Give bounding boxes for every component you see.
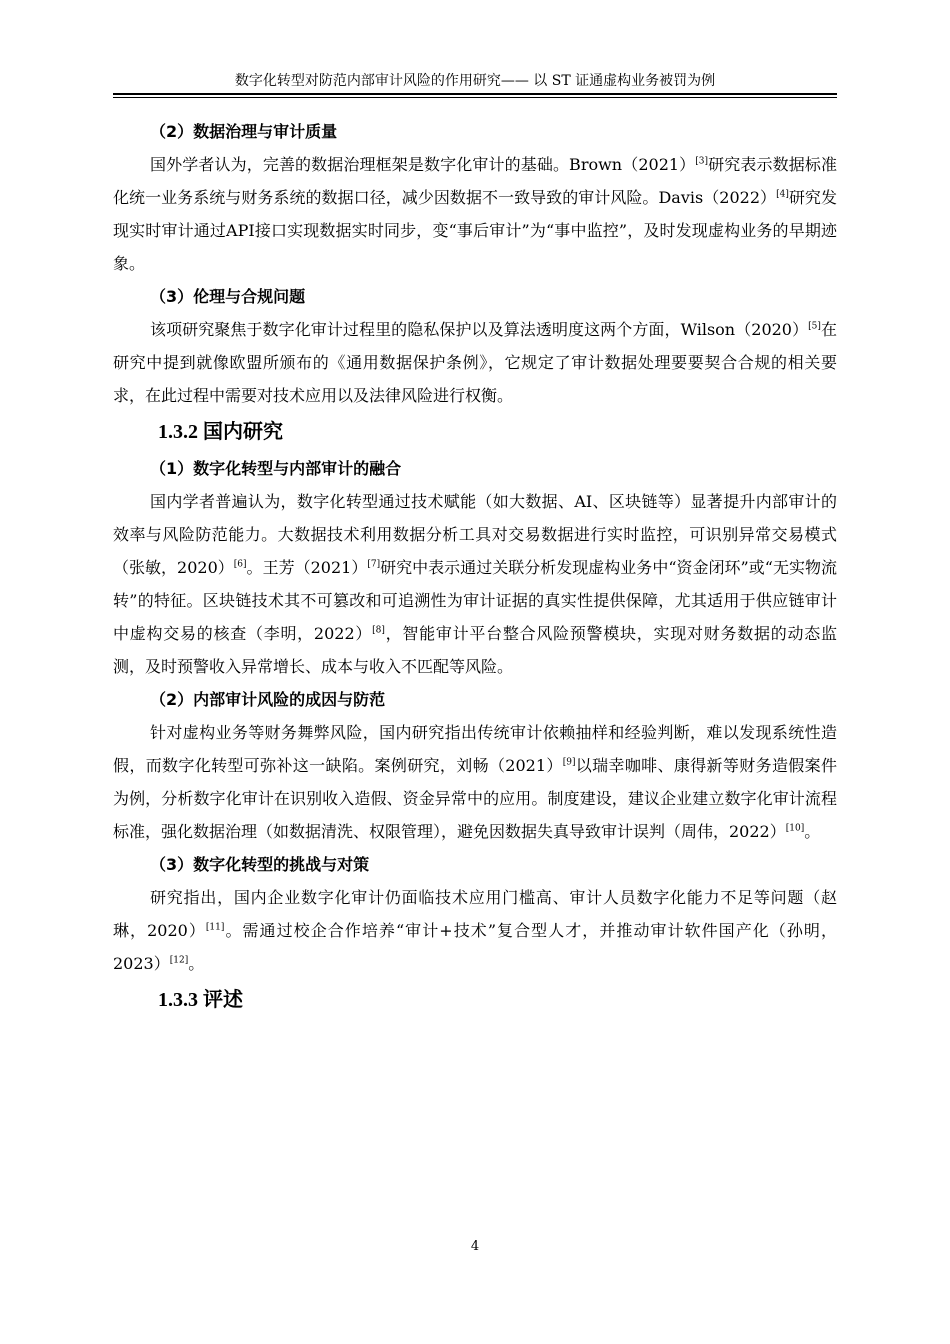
- subheading-digital-integration: （1）数字化转型与内部审计的融合: [150, 459, 402, 478]
- paragraph-digital-integration: 国内学者普遍认为，数字化转型通过技术赋能（如大数据、AI、区块链等）显著提升内部审计的效率与风险防范能力。大数据技术利用数据分析工具对交易数据进行实时监控，可识别异常交易模式（张敏，2020）[6]。王芳（2021）[7]研究中表示通过关联分析发现虚构业务中“资金闭环”或“无实物流转”的特征。区块链技术其不可篡改和可追溯性为审计证据的真实性提供保障，尤其适用于供应链审计中虚构交易的核查（李明，2022）[8]，智能审计平台整合风险预警模块，实现对财务数据的动态监测，及时预警收入异常增长、成本与收入不匹配等风险。: [113, 492, 837, 676]
- citation-marker: [6]: [233, 559, 247, 570]
- citation-marker: [12]: [169, 955, 189, 966]
- paragraph-data-governance: 国外学者认为，完善的数据治理框架是数字化审计的基础。Brown（2021）[3]研究表示数据标准化统一业务系统与财务系统的数据口径，减少因数据不一致导致的审计风险。Davis（2022）[4]研究发现实时审计通过API接口实现数据实时同步，变“事后审计”为“事中监控”，及时发现虚构业务的早期迹象。: [113, 155, 837, 273]
- subheading-challenges: （3）数字化转型的挑战与对策: [150, 855, 370, 874]
- citation-marker: [7]: [367, 559, 381, 570]
- running-header: 数字化转型对防范内部审计风险的作用研究—— 以 ST 证通虚构业务被罚为例: [234, 73, 716, 89]
- paragraph-ethics-compliance: 该项研究聚焦于数字化审计过程里的隐私保护以及算法透明度这两个方面，Wilson（2020）[5]在研究中提到就像欧盟所颁布的《通用数据保护条例》，它规定了审计数据处理要要契合合规的相关要求，在此过程中需要对技术应用以及法律风险进行权衡。: [113, 320, 837, 405]
- paragraph-challenges: 研究指出，国内企业数字化审计仍面临技术应用门槛高、审计人员数字化能力不足等问题（赵琳，2020）[11]。需通过校企合作培养“审计+技术”复合型人才，并推动审计软件国产化（孙明，2023）[12]。: [113, 888, 837, 973]
- citation-marker: [9]: [562, 757, 576, 768]
- subheading-ethics-compliance: （3）伦理与合规问题: [150, 287, 306, 306]
- citation-marker: [8]: [372, 625, 385, 636]
- citation-marker: [3]: [695, 156, 709, 167]
- section-heading-review: 1.3.3 评述: [158, 989, 243, 1011]
- paragraph-audit-risk-causes: 针对虚构业务等财务舞弊风险，国内研究指出传统审计依赖抽样和经验判断，难以发现系统性造假，而数字化转型可弥补这一缺陷。案例研究，刘畅（2021）[9]以瑞幸咖啡、康得新等财务造假案件为例，分析数字化审计在识别收入造假、资金异常中的应用。制度建设，建议企业建立数字化审计流程标准，强化数据治理（如数据清洗、权限管理），避免因数据失真导致审计误判（周伟，2022）[10]。: [113, 723, 837, 841]
- header-rule: [113, 93, 837, 98]
- citation-marker: [4]: [776, 189, 789, 200]
- citation-marker: [10]: [785, 823, 805, 834]
- citation-marker: [5]: [808, 321, 821, 332]
- subheading-audit-risk-causes: （2）内部审计风险的成因与防范: [150, 690, 386, 709]
- page-body: [113, 115, 837, 1020]
- subheading-data-governance: （2）数据治理与审计质量: [150, 122, 338, 141]
- citation-marker: [11]: [205, 922, 225, 933]
- page-number: 4: [470, 1239, 480, 1254]
- section-heading-domestic-research: 1.3.2 国内研究: [158, 421, 283, 443]
